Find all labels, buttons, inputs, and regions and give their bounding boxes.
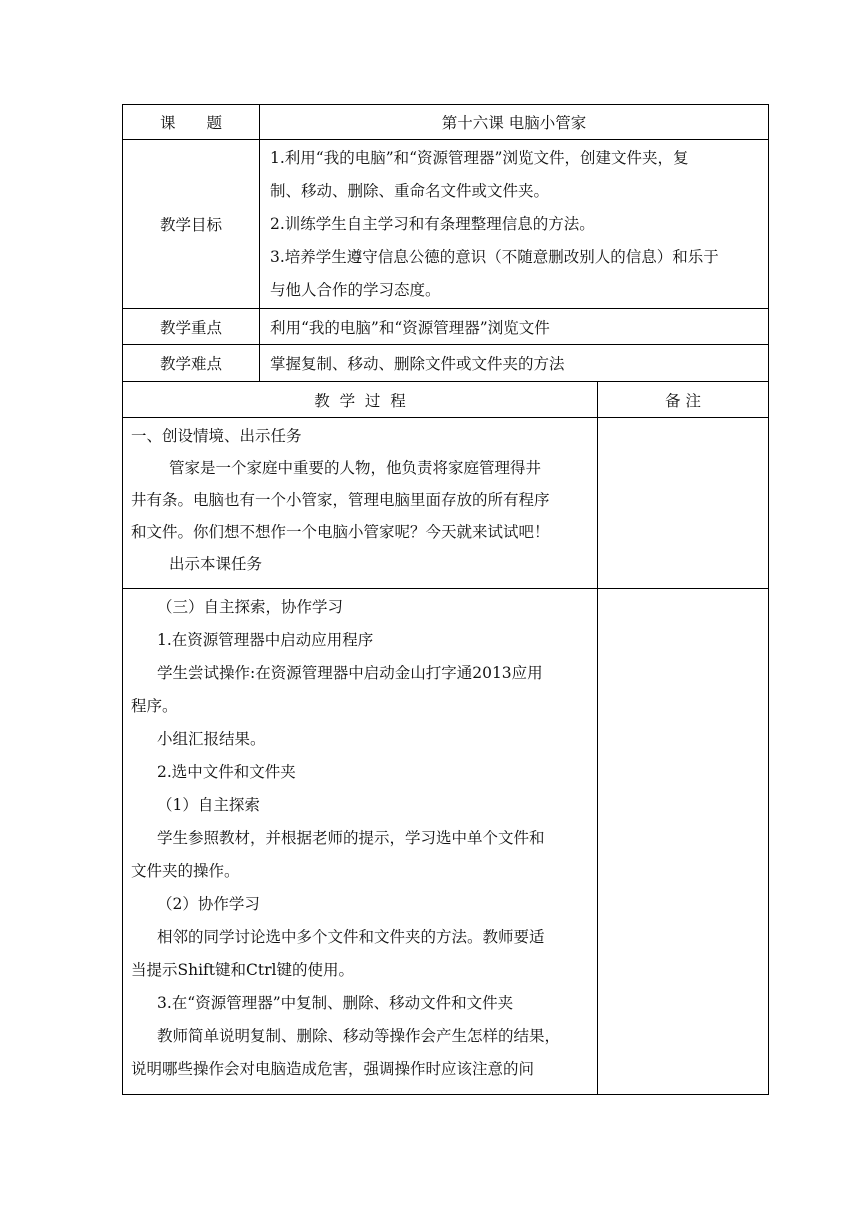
process-header-row: [123, 382, 769, 418]
paragraph-line: 程序。: [131, 697, 178, 715]
goal-line: 制、移动、删除、重命名文件或文件夹。: [270, 181, 550, 200]
key-value: 利用“我的电脑”和“资源管理器”浏览文件: [260, 309, 769, 345]
paragraph-line: 说明哪些操作会对电脑造成危害，强调操作时应该注意的问: [131, 1060, 535, 1078]
key-label: 教学重点: [123, 309, 260, 345]
goal-line: 1.利用“我的电脑”和“资源管理器”浏览文件，创建文件夹，复: [270, 148, 689, 167]
goals-cell: [260, 140, 769, 309]
paragraph-line: 教师简单说明复制、删除、移动等操作会产生怎样的结果，: [157, 1027, 561, 1045]
key-row: [123, 309, 769, 345]
goals-row: [123, 140, 769, 309]
paragraph-line: 出示本课任务: [169, 555, 263, 573]
lesson-plan-table: [122, 104, 769, 1095]
goal-line: 2.训练学生自主学习和有条理整理信息的方法。: [270, 214, 595, 233]
notes-cell-1: [598, 418, 769, 589]
section1-cell: [123, 418, 598, 589]
topic-row: [123, 105, 769, 140]
section1-row: [123, 418, 769, 589]
subsection-heading: 3.在“资源管理器”中复制、删除、移动文件和文件夹: [157, 994, 514, 1012]
section2-row: [123, 589, 769, 1095]
notes-header: 备 注: [598, 382, 769, 418]
paragraph-line: 学生尝试操作:在资源管理器中启动金山打字通2013应用: [157, 664, 543, 682]
notes-cell-2: [598, 589, 769, 1095]
subsection-heading: 2.选中文件和文件夹: [157, 763, 296, 781]
topic-label: 课 题: [123, 105, 260, 140]
paragraph-line: 井有条。电脑也有一个小管家，管理电脑里面存放的所有程序: [131, 491, 550, 509]
goals-label: 教学目标: [123, 140, 260, 309]
difficult-value: 掌握复制、移动、删除文件或文件夹的方法: [260, 345, 769, 382]
sub-subsection-heading: （2）协作学习: [157, 895, 260, 913]
section-heading: （三）自主探索，协作学习: [157, 598, 344, 616]
paragraph-line: 文件夹的操作。: [131, 862, 240, 880]
process-header: 教 学 过 程: [123, 382, 598, 418]
difficult-row: [123, 345, 769, 382]
sub-subsection-heading: （1）自主探索: [157, 796, 260, 814]
subsection-heading: 1.在资源管理器中启动应用程序: [157, 631, 374, 649]
goal-line: 3.培养学生遵守信息公德的意识（不随意删改别人的信息）和乐于: [270, 247, 719, 266]
goal-line: 与他人合作的学习态度。: [270, 280, 441, 299]
paragraph-line: 相邻的同学讨论选中多个文件和文件夹的方法。教师要适: [157, 928, 545, 946]
paragraph-line: 和文件。你们想不想作一个电脑小管家呢？今天就来试试吧！: [131, 523, 550, 541]
paragraph-line: 当提示Shift键和Ctrl键的使用。: [131, 961, 354, 979]
section2-cell: [123, 589, 598, 1095]
paragraph-line: 学生参照教材，并根据老师的提示，学习选中单个文件和: [157, 829, 545, 847]
paragraph-line: 管家是一个家庭中重要的人物，他负责将家庭管理得井: [169, 459, 542, 477]
section-heading: 一、创设情境、出示任务: [131, 427, 302, 445]
topic-value: 第十六课 电脑小管家: [260, 105, 769, 140]
paragraph-line: 小组汇报结果。: [157, 730, 266, 748]
difficult-label: 教学难点: [123, 345, 260, 382]
